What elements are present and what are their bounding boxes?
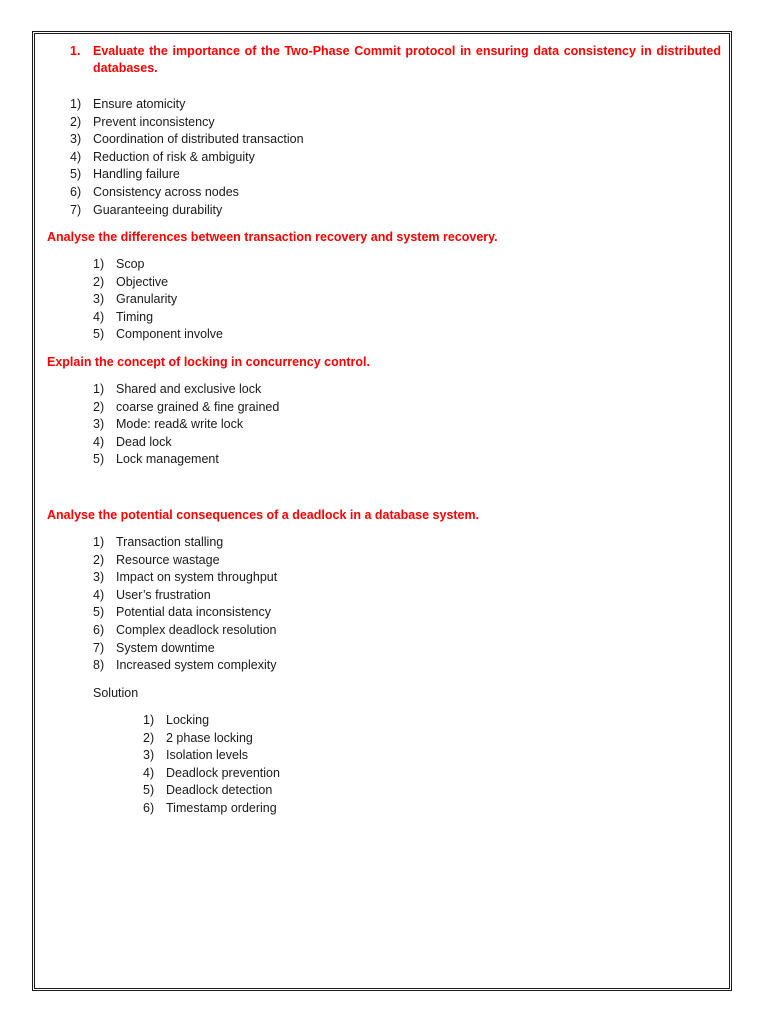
list-item-number: 6) <box>143 800 155 815</box>
list-item-text: Resource wastage <box>116 552 220 567</box>
section-4-heading: Analyse the potential consequences of a deadlock in a database system. <box>47 508 480 522</box>
list-item-number: 6) <box>93 622 105 637</box>
list-item-number: 5) <box>93 605 105 620</box>
list-item-text: System downtime <box>116 640 215 655</box>
list-item-text: coarse grained & fine grained <box>116 399 280 414</box>
list-item-number: 4) <box>70 149 82 164</box>
list-item-text: Handling failure <box>93 167 180 182</box>
list-item-text: Isolation levels <box>166 748 248 763</box>
list-item-text: Coordination of distributed transaction <box>93 132 304 147</box>
list-item-text: Consistency across nodes <box>93 184 239 199</box>
list-item-number: 6) <box>70 184 82 199</box>
list-item-number: 5) <box>93 327 105 342</box>
list-item-text: Lock management <box>116 452 219 467</box>
list-item-number: 4) <box>93 434 105 449</box>
section-3-heading: Explain the concept of locking in concurrency control. <box>47 355 370 369</box>
list-item-text: Objective <box>116 274 169 289</box>
list-item-text: User’s frustration <box>116 587 211 602</box>
section-1-heading <box>70 43 721 77</box>
list-item-number: 8) <box>93 658 105 673</box>
section-2-heading: Analyse the differences between transaction recovery and system recovery. <box>47 230 498 244</box>
list-item-number: 4) <box>143 765 155 780</box>
list-item-number: 3) <box>143 748 155 763</box>
list-item-text: Deadlock prevention <box>166 765 280 780</box>
list-item-number: 5) <box>70 167 82 182</box>
list-item-text: Deadlock detection <box>166 783 273 798</box>
list-item-text: Scop <box>116 257 145 271</box>
list-item-number: 1) <box>93 257 105 271</box>
list-item-text: Dead lock <box>116 434 172 449</box>
list-item-number: 2) <box>93 399 105 414</box>
list-item-number: 3) <box>93 292 105 307</box>
list-item-number: 1) <box>143 713 155 727</box>
list-item-number: 1) <box>93 382 105 396</box>
list-item-number: 2) <box>70 114 82 129</box>
list-item-text: Reduction of risk & ambiguity <box>93 149 255 164</box>
list-item-text: Complex deadlock resolution <box>116 622 277 637</box>
list-item-text: Impact on system throughput <box>116 570 278 585</box>
list-item-text: Timing <box>116 309 154 324</box>
list-item-number: 3) <box>70 132 82 147</box>
list-item-number: 7) <box>70 202 82 217</box>
list-item-text: Ensure atomicity <box>93 97 186 111</box>
solution-label: Solution <box>93 686 139 700</box>
list-item-text: Prevent inconsistency <box>93 114 215 129</box>
list-item-number: 2) <box>93 552 105 567</box>
list-item-text: Locking <box>166 713 210 727</box>
list-item-text: Timestamp ordering <box>166 800 277 815</box>
list-item-text: Shared and exclusive lock <box>116 382 262 396</box>
list-item-number: 1) <box>93 535 105 549</box>
list-item-text: 2 phase locking <box>166 730 253 745</box>
list-item-number: 3) <box>93 417 105 432</box>
list-item-text: Granularity <box>116 292 178 307</box>
list-item-number: 2) <box>143 730 155 745</box>
list-item-number: 7) <box>93 640 105 655</box>
list-item-text: Mode: read& write lock <box>116 417 244 432</box>
list-item-text: Increased system complexity <box>116 658 277 673</box>
list-item-number: 5) <box>93 452 105 467</box>
list-item-number: 2) <box>93 274 105 289</box>
list-item-number: 1) <box>70 97 82 111</box>
list-item-number: 4) <box>93 587 105 602</box>
section-1-heading-text: Evaluate the importance of the Two-Phase Commit protocol in ensuring data consistency in distributed databases. <box>93 44 721 75</box>
list-item-text: Component involve <box>116 327 224 342</box>
list-item-text: Guaranteeing durability <box>93 202 223 217</box>
list-item-number: 4) <box>93 309 105 324</box>
list-item-number: 5) <box>143 783 155 798</box>
list-item-text: Transaction stalling <box>116 535 224 549</box>
list-item-text: Potential data inconsistency <box>116 605 271 620</box>
list-item-number: 3) <box>93 570 105 585</box>
section-1-heading-number: 1. <box>70 44 81 58</box>
